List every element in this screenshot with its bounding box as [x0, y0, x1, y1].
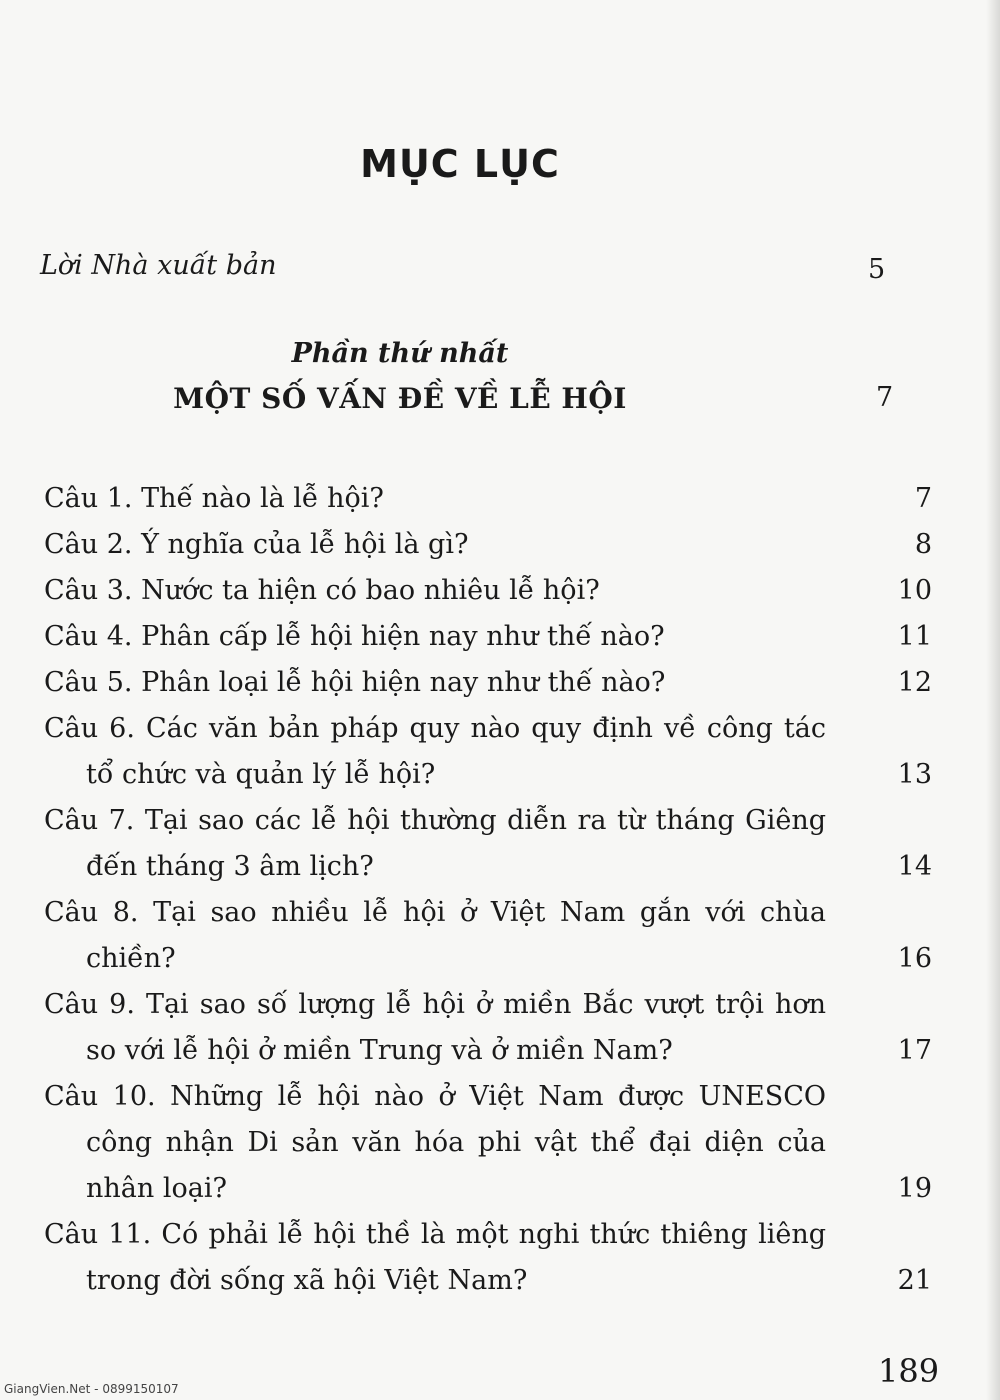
page-title: MỤC LỤC — [360, 142, 560, 186]
toc-entry — [44, 1212, 944, 1304]
toc-entry — [44, 982, 944, 1074]
toc-entry — [44, 1074, 944, 1212]
toc-entry-text: Câu 9. Tại sao số lượng lễ hội ở miền Bắc vượt trội hơn so với lễ hội ở miền Trung và ở miền Nam? — [44, 989, 826, 1066]
toc-entry — [44, 522, 944, 568]
toc-entry — [44, 706, 944, 798]
toc-entry-text: Câu 8. Tại sao nhiều lễ hội ở Việt Nam gắn với chùa chiền? — [44, 897, 826, 974]
toc-entry-page: 16 — [897, 943, 932, 974]
toc-entry-text: Câu 3. Nước ta hiện có bao nhiêu lễ hội? — [44, 575, 600, 606]
part-subtitle: Phần thứ nhất — [291, 338, 509, 369]
toc-entry-text: Câu 1. Thế nào là lễ hội? — [44, 483, 384, 514]
toc-entry — [44, 568, 944, 614]
toc-entry-page: 17 — [897, 1035, 932, 1066]
toc-entry — [44, 476, 944, 522]
toc-preface-title: Lời Nhà xuất bản — [40, 250, 277, 281]
toc-entry-page: 19 — [897, 1173, 932, 1204]
toc-entry-text: Câu 11. Có phải lễ hội thề là một nghi thức thiêng liêng trong đời sống xã hội Việt Nam? — [44, 1219, 826, 1296]
toc-entry — [44, 890, 944, 982]
toc-entry-text: Câu 2. Ý nghĩa của lễ hội là gì? — [44, 529, 469, 560]
toc-entry-page: 10 — [897, 575, 932, 606]
toc-entry-text: Câu 6. Các văn bản pháp quy nào quy định về công tác tổ chức và quản lý lễ hội? — [44, 713, 826, 790]
toc-entry-page: 8 — [914, 529, 932, 560]
toc-preface-page: 5 — [868, 254, 886, 285]
toc-entry-page: 7 — [914, 483, 932, 514]
toc-entry-page: 21 — [897, 1265, 932, 1296]
toc-entry-text: Câu 4. Phân cấp lễ hội hiện nay như thế nào? — [44, 621, 665, 652]
toc-entry-text: Câu 10. Những lễ hội nào ở Việt Nam được UNESCO công nhận Di sản văn hóa phi vật thể đại diện của nhân loại? — [44, 1081, 826, 1204]
page-edge-shadow — [986, 0, 1000, 1400]
part-title: MỘT SỐ VẤN ĐỀ VỀ LỄ HỘI — [173, 382, 627, 415]
part-page: 7 — [876, 382, 894, 413]
toc-entry — [44, 660, 944, 706]
page-number: 189 — [878, 1352, 940, 1390]
toc-list — [44, 476, 944, 1304]
toc-entry-page: 13 — [897, 759, 932, 790]
watermark: GiangVien.Net - 0899150107 — [4, 1382, 179, 1396]
toc-entry-text: Câu 7. Tại sao các lễ hội thường diễn ra từ tháng Giêng đến tháng 3 âm lịch? — [44, 805, 826, 882]
toc-entry-page: 12 — [897, 667, 932, 698]
toc-entry-text: Câu 5. Phân loại lễ hội hiện nay như thế nào? — [44, 667, 666, 698]
toc-entry — [44, 798, 944, 890]
toc-entry — [44, 614, 944, 660]
toc-entry-page: 11 — [897, 621, 932, 652]
toc-entry-page: 14 — [897, 851, 932, 882]
